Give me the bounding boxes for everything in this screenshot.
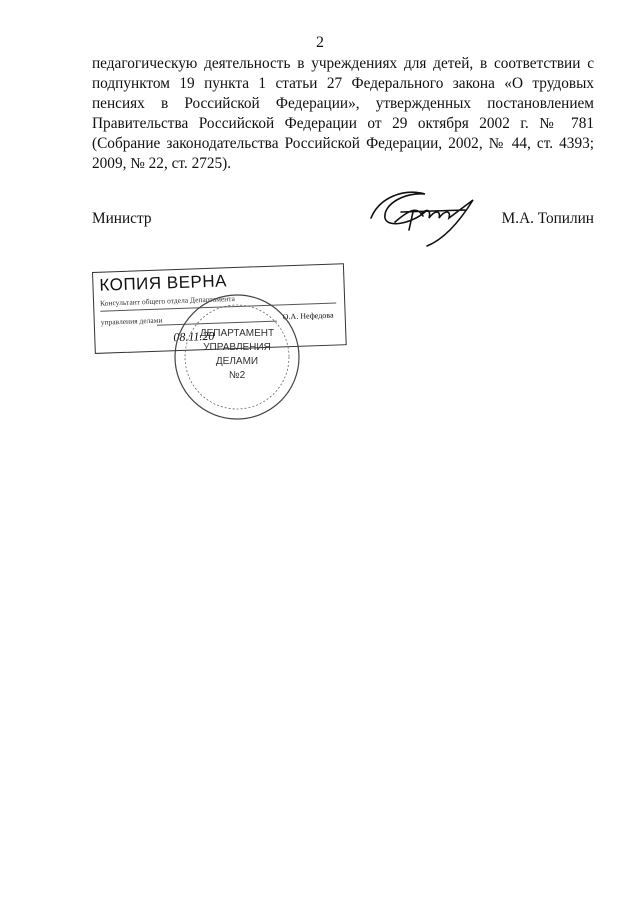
stamp-department-line: управления делами [100, 315, 163, 327]
signer-name: М.А. Топилин [501, 210, 594, 227]
svg-text:ДЕЛАМИ: ДЕЛАМИ [215, 356, 259, 367]
svg-text:№2: №2 [228, 370, 246, 381]
stamp-date: 08.11.20 [173, 328, 215, 345]
stamp-title: КОПИЯ ВЕРНА [99, 271, 228, 295]
stamp-person-name: О.А. Нефедова [282, 310, 334, 322]
svg-text:ДЕПАРТАМЕНТ: ДЕПАРТАМЕНТ [199, 328, 275, 339]
round-seal [172, 292, 302, 422]
signer-role: Министр [92, 210, 152, 227]
page-number: 2 [316, 34, 324, 51]
handwritten-signature [365, 182, 505, 254]
body-paragraph: педагогическую деятельность в учреждениях для детей, в соответствии с подпунктом 19 пункта 1 статьи 27 Федерального закона «О трудовых пенсиях в Российской Федерации», утвержденных постановлением Правительства Российской Федерации от 29 октября 2002 г. № 781 (Собрание законодательства Российской Федерации, 2002, № 44, ст. 4393; 2009, № 22, ст. 2725). [92, 55, 594, 172]
signature-row [92, 210, 594, 234]
svg-text:УПРАВЛЕНИЯ: УПРАВЛЕНИЯ [203, 342, 271, 353]
stamp-position-line: Консультант общего отдела Департамента [99, 294, 236, 308]
